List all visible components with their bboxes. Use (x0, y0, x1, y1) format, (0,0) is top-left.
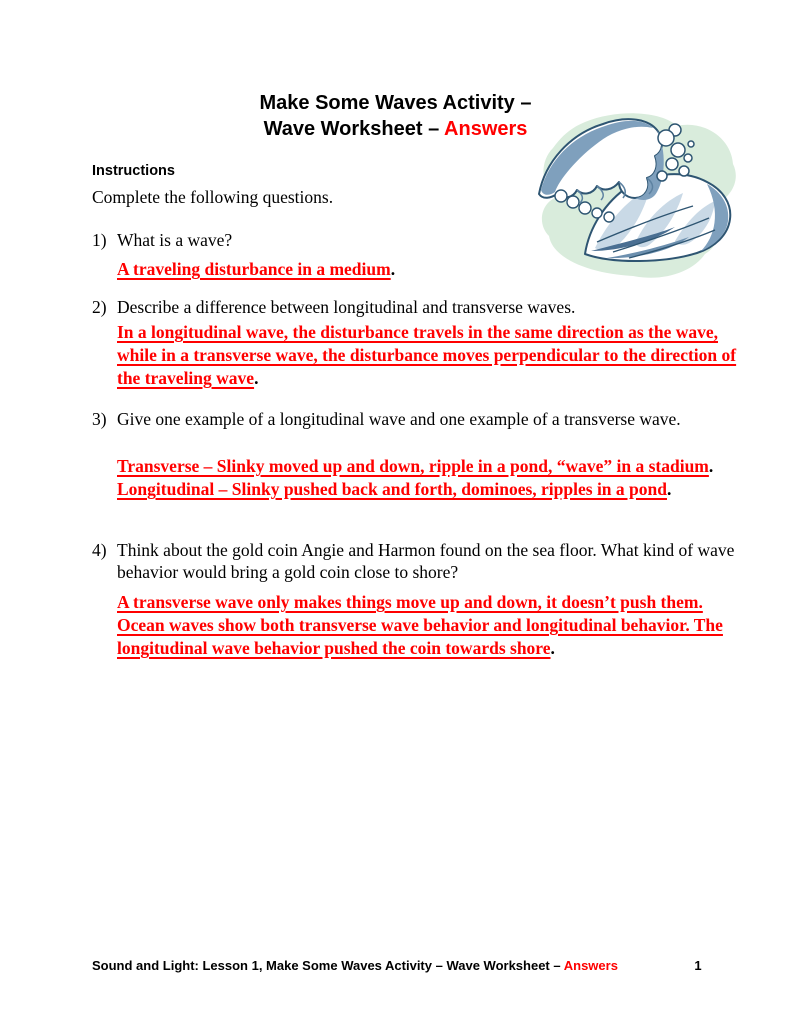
answer-1 (92, 258, 737, 281)
answer-terminal: . (254, 368, 259, 388)
question-number: 1) (92, 230, 107, 250)
answer-segment: Longitudinal – Slinky pushed back and forth, dominoes, ripples in a pond. (117, 479, 672, 499)
question-4 (92, 539, 737, 583)
question-1 (92, 229, 737, 251)
question-number: 3) (92, 409, 107, 429)
question-text: Think about the gold coin Angie and Harmon found on the sea floor. What kind of wave behavior would bring a gold coin close to shore? (117, 540, 735, 582)
page-footer (92, 958, 712, 974)
title-line-2: Wave Worksheet – Answers (263, 118, 528, 140)
answer-segment: Transverse – Slinky moved up and down, ripple in a pond, “wave” in a stadium. (117, 456, 714, 476)
question-2 (92, 296, 737, 318)
instructions-body: Complete the following questions. (92, 187, 334, 207)
question-3 (92, 408, 737, 430)
title-answers-highlight: Answers (444, 118, 528, 140)
question-text: Give one example of a longitudinal wave and one example of a transverse wave. (117, 409, 681, 429)
footer-text: Sound and Light: Lesson 1, Make Some Waves Activity – Wave Worksheet – (92, 958, 564, 973)
question-number: 4) (92, 540, 107, 560)
answer-terminal: . (550, 638, 555, 658)
answer-terminal: . (708, 456, 714, 476)
answer-4 (92, 591, 737, 660)
title-line-1: Make Some Waves Activity – (259, 92, 532, 114)
answer-segment: A traveling disturbance in a medium. (117, 259, 396, 279)
instructions-heading: Instructions (92, 163, 175, 179)
answer-2 (92, 321, 737, 390)
answer-terminal: . (390, 259, 396, 279)
answer-terminal: . (667, 479, 672, 499)
page-number: 1 (694, 958, 702, 973)
question-number: 2) (92, 297, 107, 317)
question-text: What is a wave? (117, 230, 233, 250)
answer-3 (92, 455, 737, 501)
answer-segment: In a longitudinal wave, the disturbance travels in the same direction as the wave, while in a transverse wave, the disturbance moves perpendicular to the direction of the traveling wave. (117, 322, 737, 388)
answer-segment: A transverse wave only makes things move up and down, it doesn’t push them. Ocean waves show both transverse wave behavior and longitudinal behavior. The longitudinal wave behavior pushed the coin towards shore. (117, 592, 723, 658)
question-text: Describe a difference between longitudinal and transverse waves. (117, 297, 576, 317)
footer-answers-highlight: Answers (563, 958, 618, 973)
